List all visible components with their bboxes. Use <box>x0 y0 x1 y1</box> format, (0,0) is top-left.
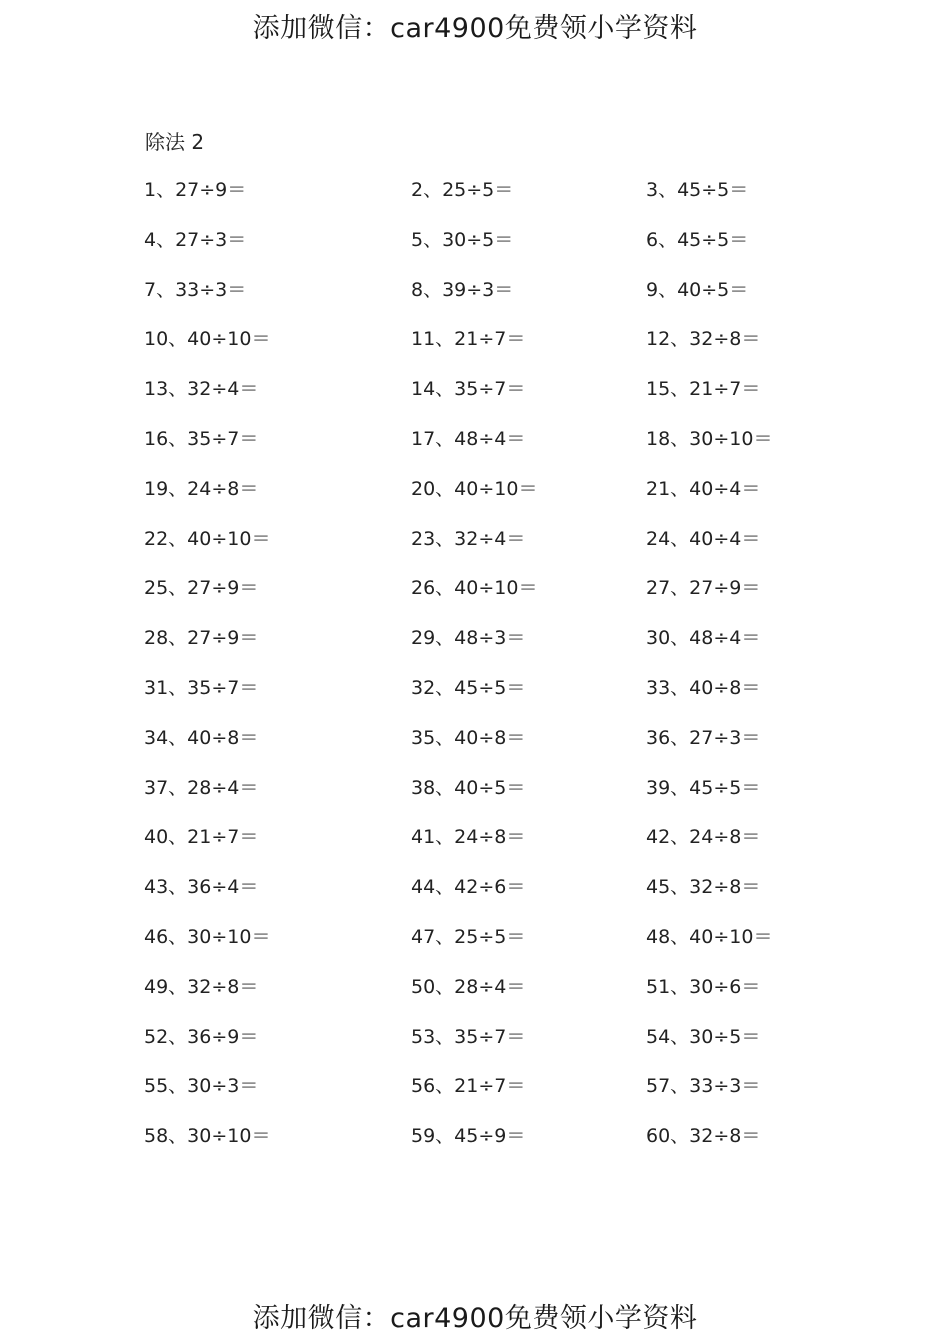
problem-41: 41、24÷8＝ <box>411 826 526 849</box>
problem-18: 18、30÷10＝ <box>646 428 773 450</box>
problem-6: 6、45÷5＝ <box>646 228 749 251</box>
problem-35: 35、40÷8＝ <box>411 726 526 749</box>
problem-45: 45、32÷8＝ <box>646 876 761 899</box>
problem-19: 19、24÷8＝ <box>144 477 259 500</box>
problem-20: 20、40÷10＝ <box>411 477 538 500</box>
problem-48: 48、40÷10＝ <box>646 926 773 948</box>
problem-59: 59、45÷9＝ <box>411 1125 526 1148</box>
problem-49: 49、32÷8＝ <box>144 975 259 998</box>
watermark-top: 添加微信：car4900免费领小学资料 <box>252 13 698 44</box>
problem-32: 32、45÷5＝ <box>411 677 526 699</box>
problem-57: 57、33÷3＝ <box>646 1075 761 1098</box>
problem-38: 38、40÷5＝ <box>411 776 526 799</box>
problem-24: 24、40÷4＝ <box>646 527 761 550</box>
problem-34: 34、40÷8＝ <box>144 726 259 749</box>
problem-54: 54、30÷5＝ <box>646 1025 761 1048</box>
problem-10: 10、40÷10＝ <box>144 328 271 351</box>
problem-52: 52、36÷9＝ <box>144 1025 259 1048</box>
problem-12: 12、32÷8＝ <box>646 328 761 351</box>
problem-50: 50、28÷4＝ <box>411 975 526 998</box>
problem-21: 21、40÷4＝ <box>646 477 761 500</box>
problem-43: 43、36÷4＝ <box>144 876 259 899</box>
problem-1: 1、27÷9＝ <box>144 179 247 201</box>
problem-2: 2、25÷5＝ <box>411 179 514 201</box>
problem-15: 15、21÷7＝ <box>646 378 761 401</box>
problem-30: 30、48÷4＝ <box>646 627 761 650</box>
problem-27: 27、27÷9＝ <box>646 577 761 600</box>
problem-23: 23、32÷4＝ <box>411 527 526 550</box>
problem-33: 33、40÷8＝ <box>646 677 761 699</box>
problem-5: 5、30÷5＝ <box>411 228 514 251</box>
problem-42: 42、24÷8＝ <box>646 826 761 849</box>
problem-51: 51、30÷6＝ <box>646 975 761 998</box>
problem-3: 3、45÷5＝ <box>646 179 749 201</box>
problem-40: 40、21÷7＝ <box>144 826 259 849</box>
problem-13: 13、32÷4＝ <box>144 378 259 401</box>
problem-28: 28、27÷9＝ <box>144 627 259 650</box>
problem-60: 60、32÷8＝ <box>646 1125 761 1148</box>
problem-22: 22、40÷10＝ <box>144 527 271 550</box>
problem-8: 8、39÷3＝ <box>411 278 514 301</box>
problem-11: 11、21÷7＝ <box>411 328 526 351</box>
problem-16: 16、35÷7＝ <box>144 428 259 450</box>
problem-14: 14、35÷7＝ <box>411 378 526 401</box>
problem-58: 58、30÷10＝ <box>144 1125 271 1148</box>
problem-44: 44、42÷6＝ <box>411 876 526 899</box>
problem-56: 56、21÷7＝ <box>411 1075 526 1098</box>
problem-26: 26、40÷10＝ <box>411 577 538 600</box>
problem-36: 36、27÷3＝ <box>646 726 761 749</box>
problem-25: 25、27÷9＝ <box>144 577 259 600</box>
problem-47: 47、25÷5＝ <box>411 926 526 948</box>
problem-29: 29、48÷3＝ <box>411 627 526 650</box>
problem-4: 4、27÷3＝ <box>144 228 247 251</box>
problem-39: 39、45÷5＝ <box>646 776 761 799</box>
problem-55: 55、30÷3＝ <box>144 1075 259 1098</box>
problem-9: 9、40÷5＝ <box>646 278 749 301</box>
faded-footer-text <box>0 1281 950 1295</box>
problem-46: 46、30÷10＝ <box>144 926 271 948</box>
watermark-bottom: 添加微信：car4900免费领小学资料 <box>252 1303 698 1334</box>
problem-7: 7、33÷3＝ <box>144 278 247 301</box>
problem-37: 37、28÷4＝ <box>144 776 259 799</box>
problem-53: 53、35÷7＝ <box>411 1025 526 1048</box>
problem-31: 31、35÷7＝ <box>144 677 259 699</box>
worksheet-title: 除法 2 <box>145 130 205 154</box>
problem-17: 17、48÷4＝ <box>411 428 526 450</box>
